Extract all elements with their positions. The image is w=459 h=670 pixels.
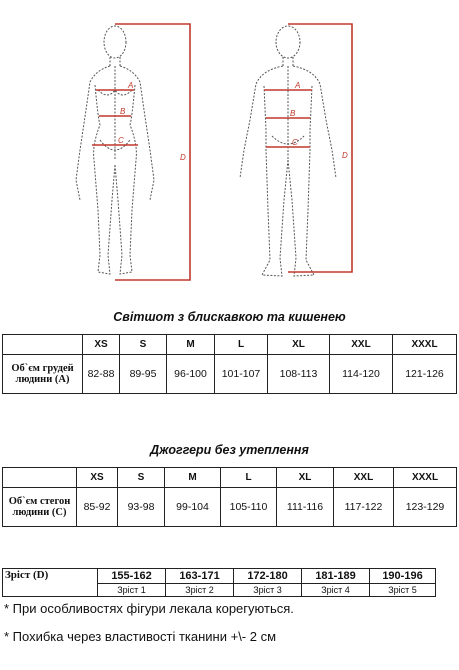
height-range: 163-171 xyxy=(166,569,234,584)
height-range: 181-189 xyxy=(302,569,370,584)
female-figure xyxy=(76,26,154,274)
chest-value: 89-95 xyxy=(120,355,167,394)
joggers-size-table xyxy=(2,467,457,527)
male-marker-c: C xyxy=(292,138,298,147)
chest-value: 101-107 xyxy=(215,355,268,394)
height-range: 155-162 xyxy=(98,569,166,584)
size-header: L xyxy=(221,468,277,488)
size-header: XXXL xyxy=(394,468,457,488)
female-marker-b: B xyxy=(120,107,126,116)
size-header: XS xyxy=(77,468,118,488)
size-header: M xyxy=(167,335,215,355)
height-name: Зріст 4 xyxy=(302,584,370,597)
sweatshirt-title: Світшот з блискавкою та кишенею xyxy=(113,310,346,324)
size-header: XXXL xyxy=(393,335,457,355)
size-header: M xyxy=(165,468,221,488)
corner-cell xyxy=(3,468,77,488)
female-marker-a: A xyxy=(128,81,134,90)
hip-value: 117-122 xyxy=(334,488,394,527)
size-header: S xyxy=(118,468,165,488)
chest-value: 108-113 xyxy=(268,355,330,394)
hip-row-label: Об`єм стегон людини (С) xyxy=(3,488,77,527)
body-measurement-figure xyxy=(0,0,459,300)
size-header: XXL xyxy=(334,468,394,488)
size-header: XL xyxy=(277,468,334,488)
male-height-line xyxy=(288,24,352,272)
size-header: XXL xyxy=(330,335,393,355)
male-figure xyxy=(240,26,336,276)
chest-value: 96-100 xyxy=(167,355,215,394)
height-range: 190-196 xyxy=(370,569,436,584)
female-marker-d: D xyxy=(180,153,186,162)
size-header: S xyxy=(120,335,167,355)
female-height-line xyxy=(115,24,190,280)
size-header: XS xyxy=(83,335,120,355)
height-range: 172-180 xyxy=(234,569,302,584)
chest-value: 121-126 xyxy=(393,355,457,394)
hip-value: 123-129 xyxy=(394,488,457,527)
sweatshirt-size-table xyxy=(2,334,457,394)
corner-cell xyxy=(3,335,83,355)
size-header: L xyxy=(215,335,268,355)
note-pattern-adjust: * При особливостях фігури лекала корегуються. xyxy=(4,601,294,616)
joggers-title: Джоггери без утеплення xyxy=(150,443,309,457)
hip-value: 85-92 xyxy=(77,488,118,527)
height-table xyxy=(2,568,436,597)
height-name: Зріст 5 xyxy=(370,584,436,597)
male-marker-a: A xyxy=(295,81,301,90)
height-name: Зріст 3 xyxy=(234,584,302,597)
size-header: XL xyxy=(268,335,330,355)
male-marker-d: D xyxy=(342,151,348,160)
chest-value: 82-88 xyxy=(83,355,120,394)
male-marker-b: B xyxy=(290,109,296,118)
hip-value: 99-104 xyxy=(165,488,221,527)
height-row-label: Зріст (D) xyxy=(3,569,98,597)
hip-value: 105-110 xyxy=(221,488,277,527)
chest-row-label: Об`єм грудей людини (А) xyxy=(3,355,83,394)
note-fabric-tolerance: * Похибка через властивості тканини +\- 2 см xyxy=(4,629,277,644)
hip-value: 111-116 xyxy=(277,488,334,527)
female-marker-c: C xyxy=(118,136,124,145)
height-name: Зріст 2 xyxy=(166,584,234,597)
hip-value: 93-98 xyxy=(118,488,165,527)
chest-value: 114-120 xyxy=(330,355,393,394)
height-name: Зріст 1 xyxy=(98,584,166,597)
